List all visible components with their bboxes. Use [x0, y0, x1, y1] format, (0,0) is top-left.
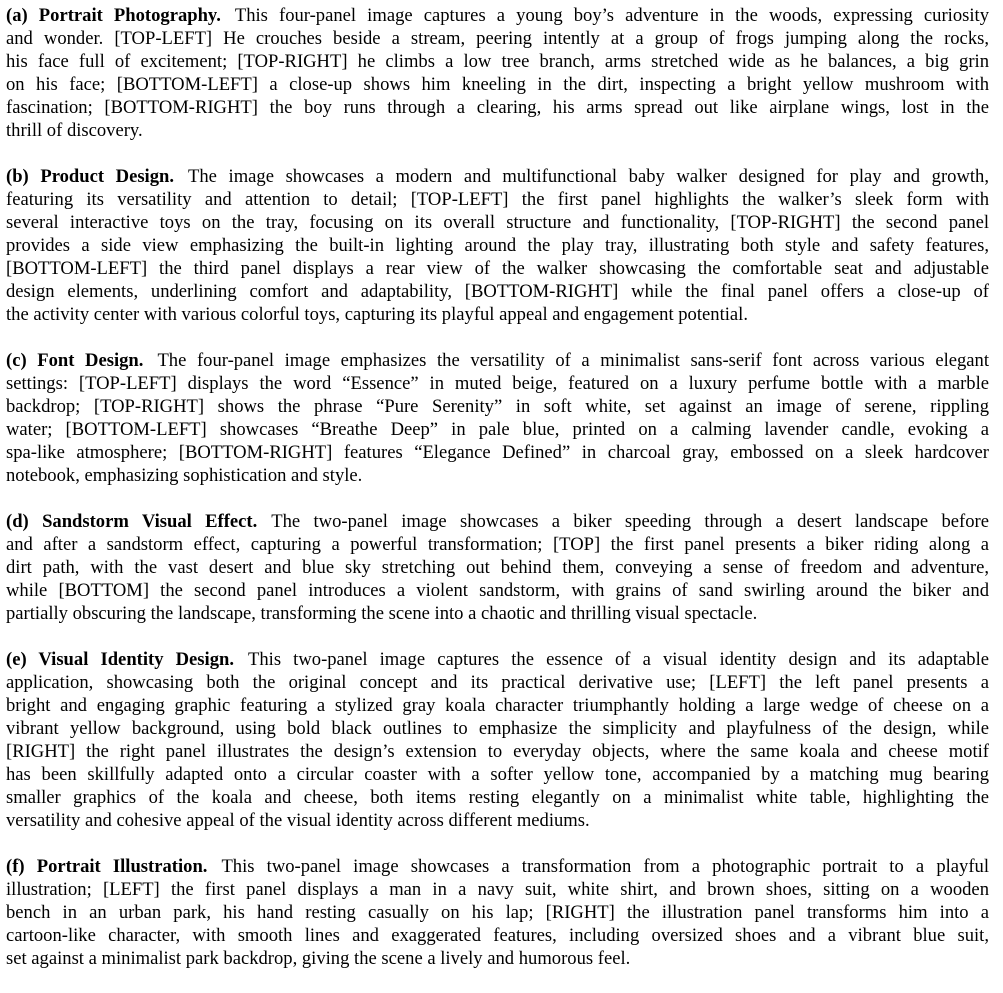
line-text: bench in an urban park, his hand resting casually on his lap; [RIGHT] the illustration panel transforms him into a [6, 902, 989, 923]
text-line [6, 303, 989, 326]
text-line [6, 27, 989, 50]
text-line [6, 740, 989, 763]
line-text: design elements, underlining comfort and adaptability, [BOTTOM-RIGHT] while the final panel offers a close-up of [6, 281, 989, 302]
text-line [6, 188, 989, 211]
line-text: dirt path, with the vast desert and blue sky stretching out behind them, conveying a sense of freedom and adventure, [6, 557, 989, 578]
text-line [6, 395, 989, 418]
text-line [6, 165, 989, 188]
line-text: thrill of discovery. [6, 120, 143, 141]
paragraph-product-design [6, 165, 989, 326]
line-text: The two-panel image showcases a biker speeding through a desert landscape before [271, 511, 989, 532]
text-line [6, 924, 989, 947]
line-text: vibrant yellow background, using bold black outlines to emphasize the simplicity and playfulness of the design, while [6, 718, 989, 739]
text-line [6, 280, 989, 303]
text-line [6, 878, 989, 901]
text-line [6, 671, 989, 694]
line-text: while [BOTTOM] the second panel introduces a violent sandstorm, with grains of sand swirling around the biker and [6, 580, 989, 601]
line-text: [RIGHT] the right panel illustrates the design’s extension to everyday objects, where the same koala and cheese motif [6, 741, 989, 762]
text-line [6, 786, 989, 809]
line-text: [BOTTOM-LEFT] the third panel displays a rear view of the walker showcasing the comfortable seat and adjustable [6, 258, 989, 279]
text-line [6, 763, 989, 786]
line-text: his face full of excitement; [TOP-RIGHT] he climbs a low tree branch, arms stretched wide as he balances, a big grin [6, 51, 989, 72]
text-line [6, 855, 989, 878]
text-line [6, 349, 989, 372]
paragraph-heading: (b) Product Design. [6, 166, 175, 187]
paragraph-heading: (a) Portrait Photography. [6, 5, 221, 26]
text-line [6, 648, 989, 671]
paragraph-heading: (f) Portrait Illustration. [6, 856, 208, 877]
paragraph-heading: (e) Visual Identity Design. [6, 649, 234, 670]
document-page [6, 4, 989, 993]
text-line [6, 717, 989, 740]
line-text: and wonder. [TOP-LEFT] He crouches beside a stream, peering intently at a group of frogs jumping along the rocks, [6, 28, 989, 49]
paragraph-portrait-photography [6, 4, 989, 142]
text-line [6, 96, 989, 119]
text-line [6, 947, 989, 970]
paragraph-font-design [6, 349, 989, 487]
line-text: has been skillfully adapted onto a circular coaster with a softer yellow tone, accompanied by a matching mug bearing [6, 764, 989, 785]
line-text: provides a side view emphasizing the built-in lighting around the play tray, illustrating both style and safety features, [6, 235, 989, 256]
text-line [6, 73, 989, 96]
paragraph-heading: (d) Sandstorm Visual Effect. [6, 511, 258, 532]
line-text: This four-panel image captures a young boy’s adventure in the woods, expressing curiosity [234, 5, 989, 26]
text-line [6, 50, 989, 73]
line-text: smaller graphics of the koala and cheese, both items resting elegantly on a minimalist white table, highlighting the [6, 787, 989, 808]
text-line [6, 556, 989, 579]
line-text: spa-like atmosphere; [BOTTOM-RIGHT] features “Elegance Defined” in charcoal gray, embossed on a sleek hardcover [6, 442, 989, 463]
text-line [6, 579, 989, 602]
text-line [6, 234, 989, 257]
line-text: backdrop; [TOP-RIGHT] shows the phrase “Pure Serenity” in soft white, set against an image of serene, rippling [6, 396, 989, 417]
text-line [6, 418, 989, 441]
line-text: notebook, emphasizing sophistication and style. [6, 465, 363, 486]
text-line [6, 257, 989, 280]
line-text: This two-panel image captures the essence of a visual identity design and its adaptable [248, 649, 989, 670]
text-line [6, 694, 989, 717]
line-text: set against a minimalist park backdrop, giving the scene a lively and humorous feel. [6, 948, 631, 969]
line-text: versatility and cohesive appeal of the visual identity across different mediums. [6, 810, 590, 831]
line-text: This two-panel image showcases a transformation from a photographic portrait to a playful [221, 856, 989, 877]
line-text: the activity center with various colorful toys, capturing its playful appeal and engagement potential. [6, 304, 748, 325]
text-line [6, 211, 989, 234]
paragraph-heading: (c) Font Design. [6, 350, 144, 371]
paragraph-sandstorm-visual-effect [6, 510, 989, 625]
line-text: partially obscuring the landscape, transforming the scene into a chaotic and thrilling visual spectacle. [6, 603, 758, 624]
line-text: several interactive toys on the tray, focusing on its overall structure and functionality, [TOP-RIGHT] the second panel [6, 212, 989, 233]
text-line [6, 533, 989, 556]
line-text: settings: [TOP-LEFT] displays the word “Essence” in muted beige, featured on a luxury perfume bottle with a marble [6, 373, 989, 394]
text-line [6, 809, 989, 832]
text-line [6, 119, 989, 142]
paragraph-portrait-illustration [6, 855, 989, 970]
line-text: The image showcases a modern and multifunctional baby walker designed for play and growth, [188, 166, 989, 187]
text-line [6, 372, 989, 395]
line-text: application, showcasing both the original concept and its practical derivative use; [LEFT] the left panel presents a [6, 672, 989, 693]
text-line [6, 464, 989, 487]
text-line [6, 602, 989, 625]
line-text: fascination; [BOTTOM-RIGHT] the boy runs through a clearing, his arms spread out like airplane wings, lost in the [6, 97, 989, 118]
line-text: and after a sandstorm effect, capturing a powerful transformation; [TOP] the first panel presents a biker riding along a [6, 534, 989, 555]
paragraph-visual-identity-design [6, 648, 989, 832]
line-text: on his face; [BOTTOM-LEFT] a close-up shows him kneeling in the dirt, inspecting a bright yellow mushroom with [6, 74, 989, 95]
line-text: The four-panel image emphasizes the versatility of a minimalist sans-serif font across various elegant [157, 350, 989, 371]
text-line [6, 510, 989, 533]
text-line [6, 4, 989, 27]
line-text: bright and engaging graphic featuring a stylized gray koala character triumphantly holding a large wedge of cheese on a [6, 695, 989, 716]
line-text: illustration; [LEFT] the first panel displays a man in a navy suit, white shirt, and brown shoes, sitting on a wooden [6, 879, 989, 900]
text-line [6, 901, 989, 924]
line-text: water; [BOTTOM-LEFT] showcases “Breathe Deep” in pale blue, printed on a calming lavender candle, evoking a [6, 419, 989, 440]
line-text: featuring its versatility and attention to detail; [TOP-LEFT] the first panel highlights the walker’s sleek form with [6, 189, 989, 210]
line-text: cartoon-like character, with smooth lines and exaggerated features, including oversized shoes and a vibrant blue suit, [6, 925, 989, 946]
text-line [6, 441, 989, 464]
